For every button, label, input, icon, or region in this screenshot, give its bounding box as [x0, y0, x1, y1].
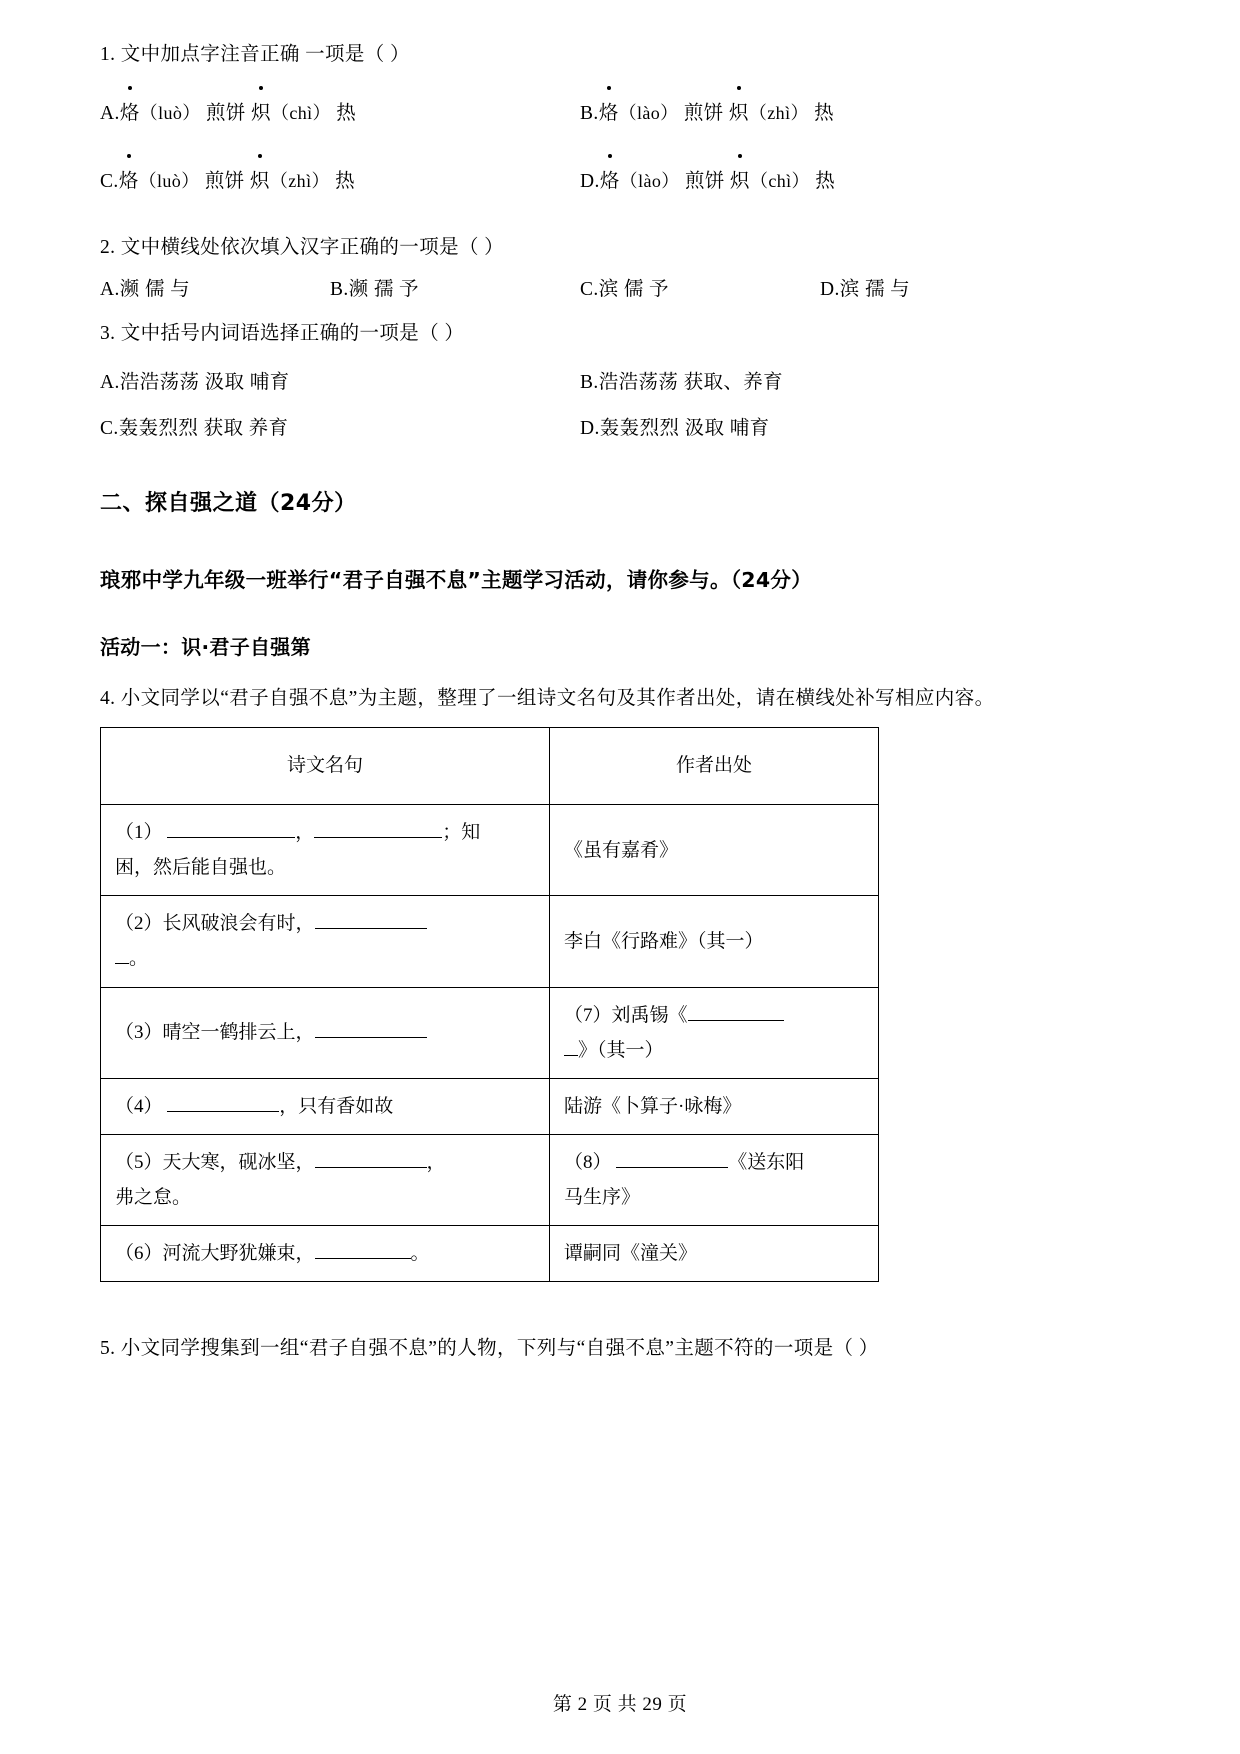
poem-text: （5）天大寒，砚冰坚，	[115, 1151, 315, 1173]
section-heading: 二、探自强之道（24分）	[100, 490, 357, 516]
option-tail-text: 热	[335, 171, 356, 193]
option-label: A.	[100, 103, 120, 125]
option-label: B.	[580, 103, 599, 125]
fill-blank[interactable]	[688, 1001, 784, 1021]
option-label: D.	[580, 417, 600, 439]
option-c[interactable]	[100, 165, 580, 193]
fill-blank[interactable]	[616, 1148, 728, 1168]
page-footer: 第 2 页 共 29 页	[552, 1694, 688, 1715]
top-spacer	[100, 0, 1140, 40]
pinyin: （luò）	[139, 103, 201, 124]
poem-text: （3）晴空一鹤排云上，	[115, 1022, 315, 1044]
question-4-stem: 4. 小文同学以“君子自强不息”为主题，整理了一组诗文名句及其作者出处，请在横线处补写相应内容。	[100, 687, 995, 709]
table-cell-poem	[101, 896, 550, 987]
poem-text-line2: 困，然后能自强也。	[115, 857, 287, 879]
option-tail-text: 热	[814, 103, 835, 125]
dotted-char: 烙	[600, 165, 620, 193]
table-cell-poem	[101, 1078, 550, 1134]
poem-text: ，只有香如故	[279, 1095, 394, 1117]
spacer	[100, 517, 1140, 563]
fill-blank[interactable]	[315, 1018, 427, 1038]
option-label: C.	[100, 171, 119, 193]
option-text: 轰轰烈烈 汲取 哺育	[599, 417, 770, 439]
table-row	[101, 805, 879, 896]
question-3-options-row-2	[100, 412, 1140, 440]
pinyin: （chì）	[749, 171, 810, 192]
poem-text: （6）河流大野犹嫌束，	[115, 1243, 315, 1265]
dotted-char: 炽	[729, 97, 749, 125]
option-b[interactable]	[580, 366, 1140, 394]
option-text: 浩浩荡荡 汲取 哺育	[119, 371, 290, 393]
spacer	[100, 263, 1140, 273]
table-cell-source: 谭嗣同《潼关》	[550, 1226, 879, 1282]
fill-blank[interactable]	[167, 818, 295, 838]
poem-table	[100, 727, 879, 1282]
item-number: （7）刘禹锡《	[564, 1004, 688, 1026]
activity-heading: 活动一：识·君子自强第	[100, 634, 311, 659]
dotted-char: 烙	[599, 97, 619, 125]
option-label: A.	[100, 278, 120, 300]
table-row	[101, 896, 879, 987]
pinyin: （chì）	[270, 103, 331, 124]
page-content	[100, 0, 1140, 1364]
dotted-char: 炽	[730, 165, 750, 193]
spacer	[100, 125, 1140, 165]
pinyin: （zhì）	[269, 171, 330, 192]
dotted-char: 烙	[119, 165, 139, 193]
spacer	[100, 348, 1140, 366]
option-a[interactable]	[100, 97, 580, 125]
punctuation: ，	[295, 822, 315, 843]
option-b[interactable]	[580, 97, 1140, 125]
fill-blank-tail[interactable]	[564, 1036, 578, 1056]
table-row	[101, 1226, 879, 1282]
table-row	[101, 987, 879, 1078]
pinyin: （lào）	[619, 171, 680, 192]
table-cell-source	[550, 987, 879, 1078]
spacer	[100, 394, 1140, 412]
option-mid-text: 煎饼	[204, 171, 245, 193]
table-cell-poem	[101, 805, 550, 896]
option-text: 轰轰烈烈 获取 养育	[118, 417, 289, 439]
option-text: 滨 儒 予	[598, 278, 669, 300]
table-cell-poem	[101, 987, 550, 1078]
table-row	[101, 1134, 879, 1225]
option-text: 濒 孺 予	[348, 278, 419, 300]
item-number: （8）	[564, 1151, 612, 1173]
item-number: （1）	[115, 822, 163, 843]
option-label: B.	[330, 278, 349, 300]
spacer	[100, 593, 1140, 631]
table-header-poem: 诗文名句	[101, 728, 550, 805]
spacer	[100, 660, 1140, 684]
table-cell-source: 李白《行路难》（其一）	[550, 896, 879, 987]
question-1-stem: 1. 文中加点字注音正确 一项是（ ）	[100, 44, 410, 65]
pinyin: （lào）	[618, 103, 679, 124]
item-number: （4）	[115, 1095, 163, 1117]
option-tail-text: 热	[815, 171, 836, 193]
question-3-options-row-1	[100, 366, 1140, 394]
option-c[interactable]	[580, 273, 820, 301]
fill-blank-tail[interactable]	[115, 944, 129, 964]
source-text: 《送东阳	[728, 1151, 805, 1173]
question-5-stem: 5. 小文同学搜集到一组“君子自强不息”的人物，下列与“自强不息”主题不符的一项是（ ）	[100, 1338, 879, 1360]
poem-text-line2: 弗之怠。	[115, 1187, 192, 1209]
option-mid-text: 煎饼	[684, 171, 725, 193]
table-cell-poem	[101, 1226, 550, 1282]
option-tail-text: 热	[336, 103, 357, 125]
table-cell-poem	[101, 1134, 550, 1225]
question-2-stem: 2. 文中横线处依次填入汉字正确的一项是（ ）	[100, 237, 505, 259]
question-1-options-row-2	[100, 165, 1140, 193]
option-label: D.	[580, 171, 600, 193]
source-text-line2: 》（其一）	[578, 1039, 664, 1061]
spacer	[100, 193, 1140, 233]
table-cell-source: 《虽有嘉肴》	[550, 805, 879, 896]
punctuation: 。	[410, 1243, 430, 1265]
option-d[interactable]	[580, 412, 1140, 440]
pinyin: （luò）	[138, 171, 200, 192]
option-label: A.	[100, 371, 120, 393]
option-mid-text: 煎饼	[683, 103, 724, 125]
table-header-source: 作者出处	[550, 728, 879, 805]
fill-blank[interactable]	[315, 1239, 411, 1259]
dotted-char: 烙	[120, 97, 140, 125]
fill-blank[interactable]	[315, 909, 427, 929]
option-a[interactable]	[100, 366, 580, 394]
pinyin: （zhì）	[748, 103, 809, 124]
option-label: C.	[580, 278, 599, 300]
question-1-options-row-1	[100, 97, 1140, 125]
spacer	[100, 301, 1140, 319]
spacer	[100, 69, 1140, 97]
punctuation: 。	[129, 948, 149, 970]
option-label: B.	[580, 371, 599, 393]
section-intro: 琅邪中学九年级一班举行“君子自强不息”主题学习活动，请你参与。（24分）	[100, 567, 813, 592]
option-c[interactable]	[100, 412, 580, 440]
option-label: D.	[820, 278, 840, 300]
table-row	[101, 1078, 879, 1134]
option-label: C.	[100, 417, 119, 439]
option-text: 滨 孺 与	[839, 278, 911, 300]
punctuation: ，	[426, 1151, 446, 1173]
dotted-char: 炽	[251, 97, 271, 125]
table-header-row	[101, 728, 879, 805]
source-text-line2: 马生序》	[564, 1187, 641, 1209]
poem-text: ；知	[442, 822, 481, 843]
option-mid-text: 煎饼	[205, 103, 246, 125]
spacer	[100, 1282, 1140, 1334]
question-2-options-row	[100, 273, 1140, 301]
fill-blank[interactable]	[314, 818, 442, 838]
option-text: 濒 儒 与	[119, 278, 191, 300]
dotted-char: 炽	[250, 165, 270, 193]
spacer	[100, 440, 1140, 486]
option-d[interactable]	[820, 273, 1140, 301]
option-b[interactable]	[330, 273, 580, 301]
option-text: 浩浩荡荡 获取、养育	[598, 371, 784, 393]
fill-blank[interactable]	[315, 1148, 427, 1168]
poem-text: （2）长风破浪会有时，	[115, 913, 315, 935]
table-cell-source: 陆游《卜算子·咏梅》	[550, 1078, 879, 1134]
option-d[interactable]	[580, 165, 1140, 193]
fill-blank[interactable]	[167, 1092, 279, 1112]
table-cell-source	[550, 1134, 879, 1225]
question-3-stem: 3. 文中括号内词语选择正确的一项是（ ）	[100, 322, 465, 344]
option-a[interactable]	[100, 273, 330, 301]
